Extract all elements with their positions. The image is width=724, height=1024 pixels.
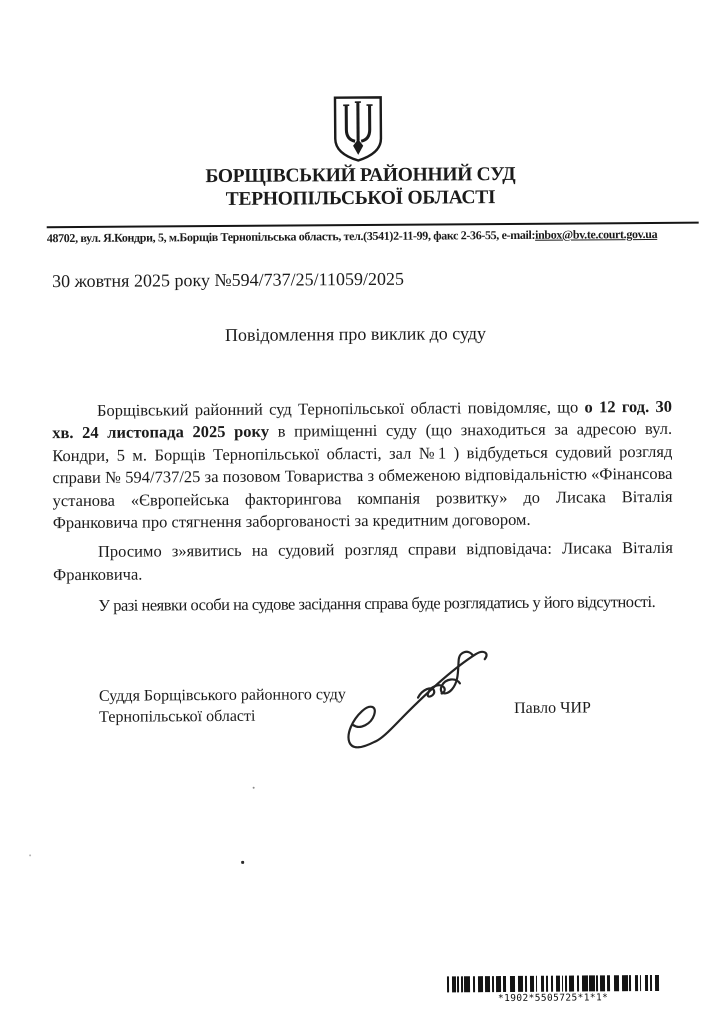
court-name-line1: БОРЩІВСЬКИЙ РАЙОННИЙ СУД: [205, 163, 516, 188]
hearing-datetime: о 12 год. 30 хв. 24 листопада 2025 року: [52, 396, 673, 443]
date-and-case-number: 30 жовтня 2025 року №594/737/25/11059/2025: [52, 268, 404, 292]
barcode-bars: [447, 975, 659, 992]
document-barcode: [447, 975, 659, 1004]
barcode-number: *1902*5505725*1*1*: [497, 992, 609, 1005]
paragraph-absence-clause: У разі неявки особи на судове засідання справа буде розглядатись у його відсутності.: [98, 592, 656, 616]
hearing-notice-text-end: в приміщенні суду (що знаходиться за адресою вул. Кондри, 5 м. Борщів Тернопільської області, зал №1 ) відбудеться судовий розгляд справи № 594/737/25 за позовом Товариства з обмеженою відповідальністю «Фінансова установа «Європейська факторингова компанія розвитку» до Лисака Віталія Франковича про стягнення заборгованості за кредитним договором.: [52, 419, 673, 533]
hearing-notice-text-start: Борщівський районний суд Тернопільської області повідомляє, що: [96, 397, 585, 420]
judge-position-line2: Тернопільської області: [99, 707, 256, 726]
court-name: [0, 162, 723, 212]
judge-signature-handwriting: [332, 637, 513, 768]
judge-position-line1: Суддя Борщівського районного суду: [98, 686, 346, 705]
court-name-line2: ТЕРНОПІЛЬСЬКОЇ ОБЛАСТІ: [225, 186, 496, 210]
court-address-text: 48702, вул. Я.Кондри, 5, м.Борщів Тернопільська область, тел.(3541)2-11-99, факс 2-36-55, e-mail:: [46, 227, 536, 246]
scan-speck: [253, 787, 255, 789]
scan-speck: [241, 861, 244, 864]
ukraine-trident-emblem-icon: [332, 95, 384, 163]
scan-speck: [29, 854, 31, 856]
judge-name: Павло ЧИР: [514, 699, 591, 717]
paragraph-appearance-request: Просимо з»явитись на судовий розгляд справи відповідача: Лисака Віталія Франковича.: [53, 538, 674, 585]
judge-position: [99, 684, 346, 728]
document-body: [52, 396, 674, 618]
paragraph-hearing-notice: [52, 396, 673, 535]
document-title: Повідомлення про виклик до суду: [224, 323, 487, 345]
court-email: inbox@bv.te.court.gov.ua: [535, 226, 658, 242]
court-contact-line: [47, 227, 707, 247]
